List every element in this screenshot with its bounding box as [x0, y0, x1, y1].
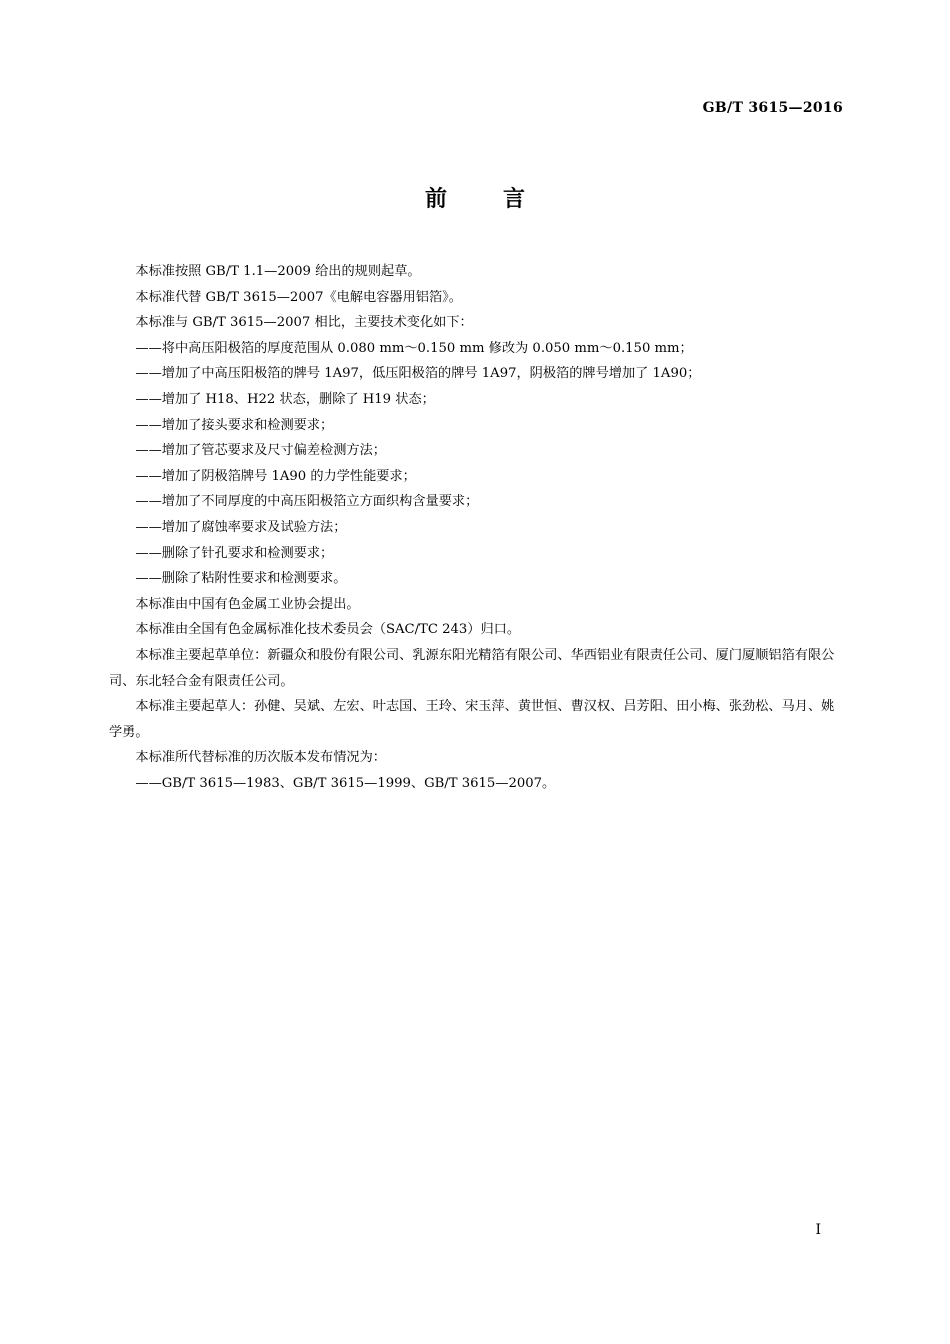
title-char-right: 言	[503, 187, 526, 212]
change-item: ——增加了不同厚度的中高压阳极箔立方面织构含量要求；	[135, 494, 479, 510]
page-number: I	[815, 1222, 821, 1238]
change-item: ——删除了粘附性要求和检测要求。	[135, 571, 347, 587]
drafting-units: 本标准主要起草单位：新疆众和股份有限公司、乳源东阳光精箔有限公司、华西铝业有限责任公司、厦门厦顺铝箔有限公司、东北轻合金有限责任公司。	[109, 647, 835, 689]
change-item: ——将中高压阳极箔的厚度范围从 0.080 mm～0.150 mm 修改为 0.050 mm～0.150 mm；	[135, 340, 693, 356]
version-history: ——GB/T 3615—1983、GB/T 3615—1999、GB/T 3615—2007。	[135, 775, 556, 791]
paragraph: 本标准代替 GB/T 3615—2007《电解电容器用铝箔》。	[135, 289, 462, 305]
change-item: ——增加了 H18、H22 状态，删除了 H19 状态；	[135, 391, 435, 407]
title-char-left: 前	[424, 187, 447, 212]
drafters: 本标准主要起草人：孙健、吴斌、左宏、叶志国、王玲、宋玉萍、黄世恒、曹汉权、吕芳阳、田小梅、张劲松、马月、姚学勇。	[109, 699, 835, 740]
document-body	[109, 259, 842, 796]
change-item: ——增加了接头要求和检测要求；	[135, 417, 334, 433]
change-item: ——增加了中高压阳极箔的牌号 1A97，低压阳极箔的牌号 1A97，阴极箔的牌号增加了 1A90；	[135, 366, 701, 382]
paragraph: 本标准由全国有色金属标准化技术委员会（SAC/TC 243）归口。	[135, 622, 521, 638]
paragraph: 本标准由中国有色金属工业协会提出。	[135, 596, 360, 612]
page-title	[0, 182, 950, 213]
document-code: GB/T 3615—2016	[702, 100, 843, 116]
paragraph: 本标准与 GB/T 3615—2007 相比，主要技术变化如下：	[135, 315, 473, 331]
paragraph: 本标准按照 GB/T 1.1—2009 给出的规则起草。	[135, 264, 421, 279]
change-item: ——删除了针孔要求和检测要求；	[135, 545, 334, 561]
change-item: ——增加了阴极箔牌号 1A90 的力学性能要求；	[135, 468, 416, 484]
change-item: ——增加了腐蚀率要求及试验方法；	[135, 519, 347, 535]
paragraph: 本标准所代替标准的历次版本发布情况为：	[135, 750, 386, 766]
change-item: ——增加了管芯要求及尺寸偏差检测方法；	[135, 443, 386, 459]
